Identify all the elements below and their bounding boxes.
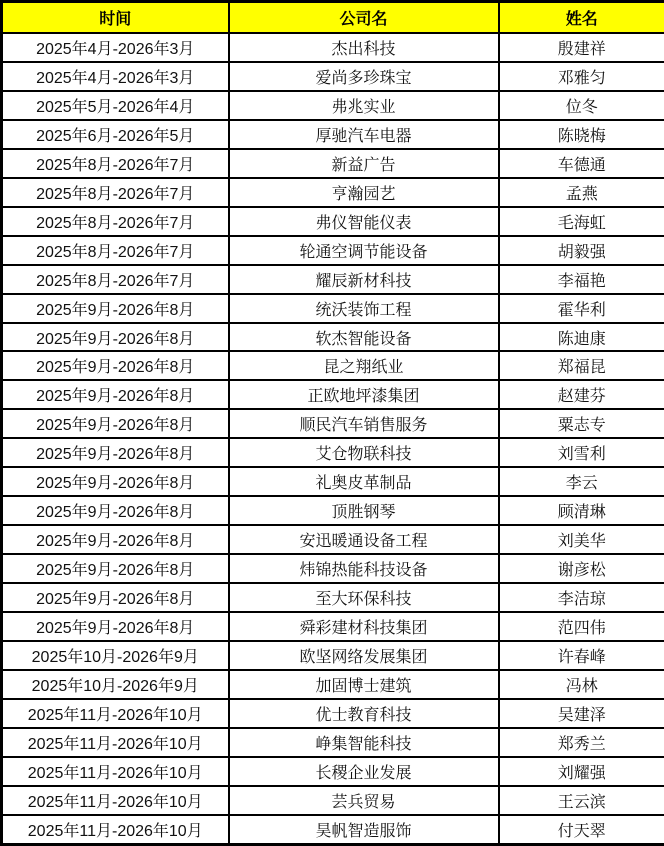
table-row xyxy=(2,612,664,641)
cell-time: 2025年9月-2026年8月 xyxy=(2,496,229,525)
cell-company: 礼奥皮革制品 xyxy=(229,467,499,496)
cell-company: 弗兆实业 xyxy=(229,91,499,120)
table-row xyxy=(2,120,664,149)
cell-time: 2025年9月-2026年8月 xyxy=(2,525,229,554)
cell-name: 许春峰 xyxy=(499,641,664,670)
cell-company: 顶胜钢琴 xyxy=(229,496,499,525)
cell-time: 2025年9月-2026年8月 xyxy=(2,323,229,352)
cell-time: 2025年10月-2026年9月 xyxy=(2,641,229,670)
cell-name: 刘美华 xyxy=(499,525,664,554)
column-header-name: 姓名 xyxy=(499,2,664,34)
cell-name: 刘耀强 xyxy=(499,757,664,786)
table-row xyxy=(2,786,664,815)
cell-name: 毛海虹 xyxy=(499,207,664,236)
cell-company: 厚驰汽车电器 xyxy=(229,120,499,149)
cell-name: 殷建祥 xyxy=(499,33,664,62)
cell-time: 2025年9月-2026年8月 xyxy=(2,467,229,496)
table-row xyxy=(2,583,664,612)
table-row xyxy=(2,323,664,352)
table-row xyxy=(2,265,664,294)
table-row xyxy=(2,62,664,91)
cell-name: 刘雪利 xyxy=(499,438,664,467)
cell-time: 2025年9月-2026年8月 xyxy=(2,438,229,467)
table-row xyxy=(2,236,664,265)
header-row xyxy=(2,2,664,34)
table-row xyxy=(2,33,664,62)
cell-name: 冯林 xyxy=(499,670,664,699)
cell-company: 加固博士建筑 xyxy=(229,670,499,699)
cell-time: 2025年11月-2026年10月 xyxy=(2,757,229,786)
cell-name: 吴建泽 xyxy=(499,699,664,728)
table-row xyxy=(2,554,664,583)
table-row xyxy=(2,351,664,380)
cell-name: 车德通 xyxy=(499,149,664,178)
table-row xyxy=(2,496,664,525)
cell-time: 2025年8月-2026年7月 xyxy=(2,207,229,236)
cell-company: 艾仓物联科技 xyxy=(229,438,499,467)
cell-name: 霍华利 xyxy=(499,294,664,323)
cell-name: 付天翠 xyxy=(499,815,664,845)
cell-company: 舜彩建材科技集团 xyxy=(229,612,499,641)
cell-name: 李洁琼 xyxy=(499,583,664,612)
table-row xyxy=(2,641,664,670)
table-body xyxy=(2,33,664,845)
cell-company: 统沃装饰工程 xyxy=(229,294,499,323)
cell-time: 2025年8月-2026年7月 xyxy=(2,178,229,207)
cell-name: 邓雅匀 xyxy=(499,62,664,91)
cell-company: 正欧地坪漆集团 xyxy=(229,380,499,409)
cell-name: 陈迪康 xyxy=(499,323,664,352)
cell-name: 李福艳 xyxy=(499,265,664,294)
cell-name: 郑秀兰 xyxy=(499,728,664,757)
column-header-company: 公司名 xyxy=(229,2,499,34)
cell-company: 爱尚多珍珠宝 xyxy=(229,62,499,91)
table-row xyxy=(2,91,664,120)
cell-company: 优士教育科技 xyxy=(229,699,499,728)
cell-company: 长稷企业发展 xyxy=(229,757,499,786)
cell-name: 顾清琳 xyxy=(499,496,664,525)
cell-name: 孟燕 xyxy=(499,178,664,207)
cell-company: 杰出科技 xyxy=(229,33,499,62)
cell-company: 欧坚网络发展集团 xyxy=(229,641,499,670)
cell-time: 2025年9月-2026年8月 xyxy=(2,612,229,641)
cell-name: 胡毅强 xyxy=(499,236,664,265)
cell-company: 至大环保科技 xyxy=(229,583,499,612)
table-row xyxy=(2,815,664,845)
cell-time: 2025年4月-2026年3月 xyxy=(2,33,229,62)
cell-time: 2025年9月-2026年8月 xyxy=(2,554,229,583)
table-row xyxy=(2,409,664,438)
cell-time: 2025年8月-2026年7月 xyxy=(2,149,229,178)
cell-name: 赵建芬 xyxy=(499,380,664,409)
table-row xyxy=(2,438,664,467)
cell-company: 软杰智能设备 xyxy=(229,323,499,352)
table-row xyxy=(2,178,664,207)
cell-company: 安迅暖通设备工程 xyxy=(229,525,499,554)
table-row xyxy=(2,670,664,699)
cell-time: 2025年11月-2026年10月 xyxy=(2,728,229,757)
cell-time: 2025年9月-2026年8月 xyxy=(2,409,229,438)
cell-name: 范四伟 xyxy=(499,612,664,641)
cell-time: 2025年11月-2026年10月 xyxy=(2,786,229,815)
table-row xyxy=(2,149,664,178)
table-row xyxy=(2,294,664,323)
cell-time: 2025年10月-2026年9月 xyxy=(2,670,229,699)
cell-company: 亨瀚园艺 xyxy=(229,178,499,207)
table-row xyxy=(2,757,664,786)
cell-time: 2025年9月-2026年8月 xyxy=(2,351,229,380)
cell-time: 2025年9月-2026年8月 xyxy=(2,380,229,409)
cell-company: 顺民汽车销售服务 xyxy=(229,409,499,438)
table-row xyxy=(2,380,664,409)
table-row xyxy=(2,699,664,728)
cell-company: 耀辰新材科技 xyxy=(229,265,499,294)
column-header-time: 时间 xyxy=(2,2,229,34)
cell-company: 峥集智能科技 xyxy=(229,728,499,757)
cell-company: 芸兵贸易 xyxy=(229,786,499,815)
table-row xyxy=(2,207,664,236)
cell-name: 位冬 xyxy=(499,91,664,120)
cell-company: 昊帆智造服饰 xyxy=(229,815,499,845)
cell-name: 谢彦松 xyxy=(499,554,664,583)
cell-time: 2025年11月-2026年10月 xyxy=(2,699,229,728)
table-row xyxy=(2,525,664,554)
cell-time: 2025年8月-2026年7月 xyxy=(2,236,229,265)
cell-time: 2025年4月-2026年3月 xyxy=(2,62,229,91)
cell-company: 弗仪智能仪表 xyxy=(229,207,499,236)
cell-time: 2025年5月-2026年4月 xyxy=(2,91,229,120)
cell-company: 新益广告 xyxy=(229,149,499,178)
cell-time: 2025年9月-2026年8月 xyxy=(2,583,229,612)
cell-company: 炜锦热能科技设备 xyxy=(229,554,499,583)
table-row xyxy=(2,467,664,496)
cell-time: 2025年9月-2026年8月 xyxy=(2,294,229,323)
cell-time: 2025年8月-2026年7月 xyxy=(2,265,229,294)
cell-name: 李云 xyxy=(499,467,664,496)
cell-name: 粟志专 xyxy=(499,409,664,438)
cell-name: 王云滨 xyxy=(499,786,664,815)
cell-name: 陈晓梅 xyxy=(499,120,664,149)
cell-company: 昆之翔纸业 xyxy=(229,351,499,380)
table-row xyxy=(2,728,664,757)
cell-time: 2025年6月-2026年5月 xyxy=(2,120,229,149)
cell-time: 2025年11月-2026年10月 xyxy=(2,815,229,845)
cell-name: 郑福昆 xyxy=(499,351,664,380)
cell-company: 轮通空调节能设备 xyxy=(229,236,499,265)
